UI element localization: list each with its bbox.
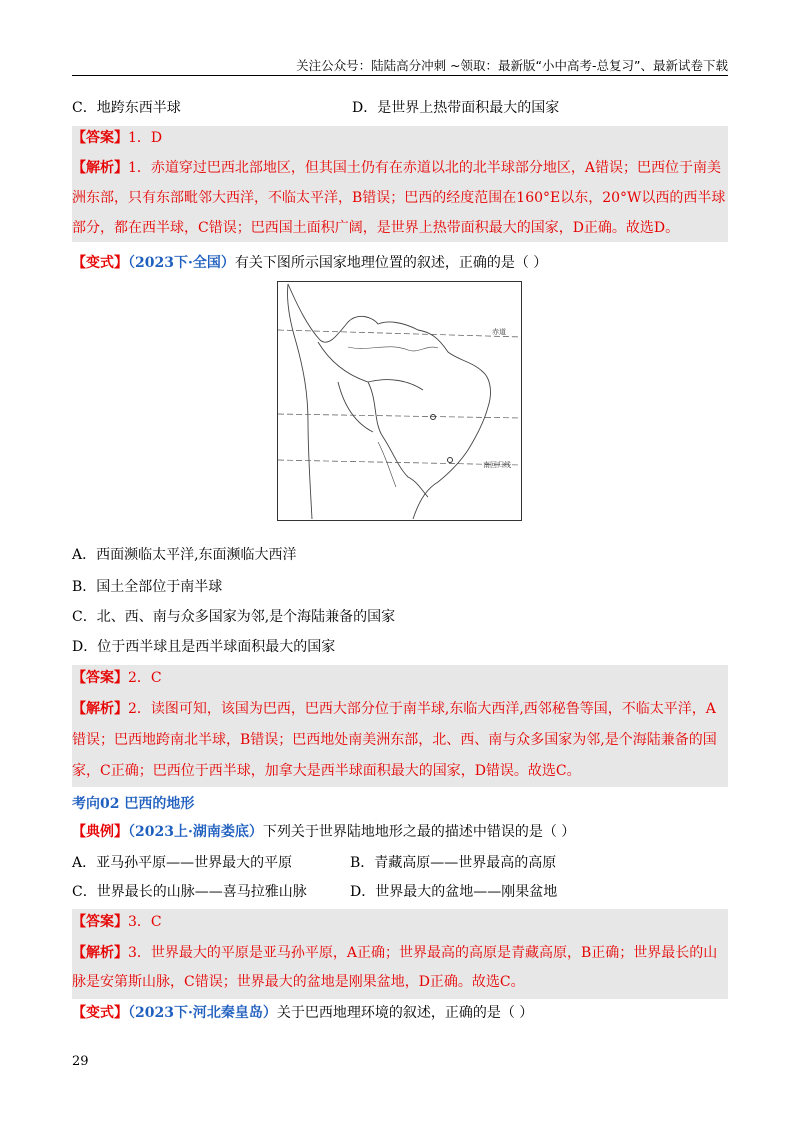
rivers — [348, 347, 438, 351]
q3-answer: 3．C — [128, 914, 162, 930]
q3-stem: 下列关于世界陆地地形之最的描述中错误的是（ ） — [262, 824, 576, 840]
q3-option-d: D．世界最大的盆地——刚果盆地 — [350, 884, 558, 900]
tropic-label: 南回归线 — [483, 461, 511, 469]
q3-source: （2023上·湖南娄底） — [128, 824, 263, 840]
page-number: 29 — [72, 1054, 89, 1069]
q3-stem-line — [72, 822, 575, 842]
equator-label: 赤道 — [492, 328, 506, 336]
border-2 — [368, 380, 423, 390]
q1-answer-tag: 【答案】 — [72, 130, 128, 146]
header-rule — [72, 75, 728, 76]
q2-answer: 2．C — [128, 670, 162, 686]
q2-analysis-line-3: 家，C正确；巴西位于西半球，加拿大是西半球面积最大的国家，D错误。故选C。 — [72, 763, 581, 779]
q2-stem-line — [72, 253, 547, 273]
q1-analysis-text-1: 1．赤道穿过巴西北部地区，但其国土仍有在赤道以北的北半球部分地区，A错误；巴西位于南美 — [128, 160, 722, 176]
q3-tag: 【典例】 — [72, 824, 128, 840]
coastline — [288, 284, 490, 519]
q1-option-c: C．地跨东西半球 — [72, 100, 181, 116]
q1-analysis-tag: 【解析】 — [72, 160, 128, 176]
q1-answer-line — [72, 128, 162, 148]
q2-option-a: A．西面濒临太平洋,东面濒临大西洋 — [72, 547, 297, 563]
q3-option-c: C．世界最长的山脉——喜马拉雅山脉 — [72, 884, 307, 900]
q3-analysis-text-1: 3．世界最大的平原是亚马孙平原，A正确；世界最高的高原是青藏高原，B正确；世界最长的山 — [128, 945, 718, 961]
q1-analysis-line-1 — [72, 158, 721, 178]
q2-option-c: C．北、西、南与众多国家为邻,是个海陆兼备的国家 — [72, 609, 396, 625]
q1-answer: 1．D — [128, 130, 163, 146]
west-coast — [287, 284, 312, 519]
border-3 — [338, 382, 373, 432]
brazil-border — [318, 342, 428, 497]
q3-option-a: A．亚马孙平原——世界最大的平原 — [72, 855, 293, 871]
q2-answer-tag: 【答案】 — [72, 670, 128, 686]
map-svg — [278, 282, 521, 520]
river-2 — [378, 442, 396, 487]
q3-answer-tag: 【答案】 — [72, 914, 128, 930]
q3-analysis-line-1 — [72, 943, 717, 963]
q3-option-b: B．青藏高原——世界最高的高原 — [350, 855, 557, 871]
q2-analysis-line-2: 错误；巴西地跨南北半球，B错误；巴西地处南美洲东部，北、西、南与众多国家为邻,是个海陆兼备的国 — [72, 732, 717, 748]
q3-analysis-line-2: 脉是安第斯山脉，C错误；世界最大的盆地是刚果盆地，D正确。故选C。 — [72, 974, 525, 990]
q2-tag: 【变式】 — [72, 255, 128, 271]
city-marker-1 — [431, 415, 436, 420]
q3-answer-line — [72, 912, 162, 932]
q2-stem: 有关下图所示国家地理位置的叙述，正确的是（ ） — [234, 255, 548, 271]
q2-answer-line — [72, 668, 162, 688]
section-title: 考向02 巴西的地形 — [72, 796, 195, 812]
q2-option-b: B．国土全部位于南半球 — [72, 579, 223, 595]
q3-analysis-tag: 【解析】 — [72, 945, 128, 961]
q2-analysis-text-1: 2．读图可知，该国为巴西，巴西大部分位于南半球,东临大西洋,西邻秘鲁等国，不临太平洋，A — [128, 701, 716, 717]
q4-source: （2023下·河北秦皇岛） — [128, 1005, 277, 1021]
q2-source: （2023下·全国） — [128, 255, 235, 271]
q2-analysis-tag: 【解析】 — [72, 701, 128, 717]
city-marker-2 — [448, 458, 453, 463]
page-header: 关注公众号：陆陆高分冲刺 ~领取：最新版“小中高考-总复习”、最新试卷下载 — [296, 58, 728, 73]
q4-tag: 【变式】 — [72, 1005, 128, 1021]
q1-analysis-line-3: 部分，都在西半球，C错误；巴西国土面积广阔，是世界上热带面积最大的国家，D正确。故选D。 — [72, 220, 680, 236]
q4-stem: 关于巴西地理环境的叙述，正确的是（ ） — [276, 1005, 534, 1021]
q2-analysis-line-1 — [72, 699, 716, 719]
q1-option-d: D．是世界上热带面积最大的国家 — [352, 100, 560, 116]
q4-stem-line — [72, 1003, 533, 1023]
q1-analysis-line-2: 洲东部，只有东部毗邻大西洋，不临太平洋，B错误；巴西的经度范围在160°E以东，20°W以西的西半球 — [72, 190, 726, 206]
q2-option-d: D．位于西半球且是西半球面积最大的国家 — [72, 639, 336, 655]
south-america-map — [277, 281, 522, 521]
